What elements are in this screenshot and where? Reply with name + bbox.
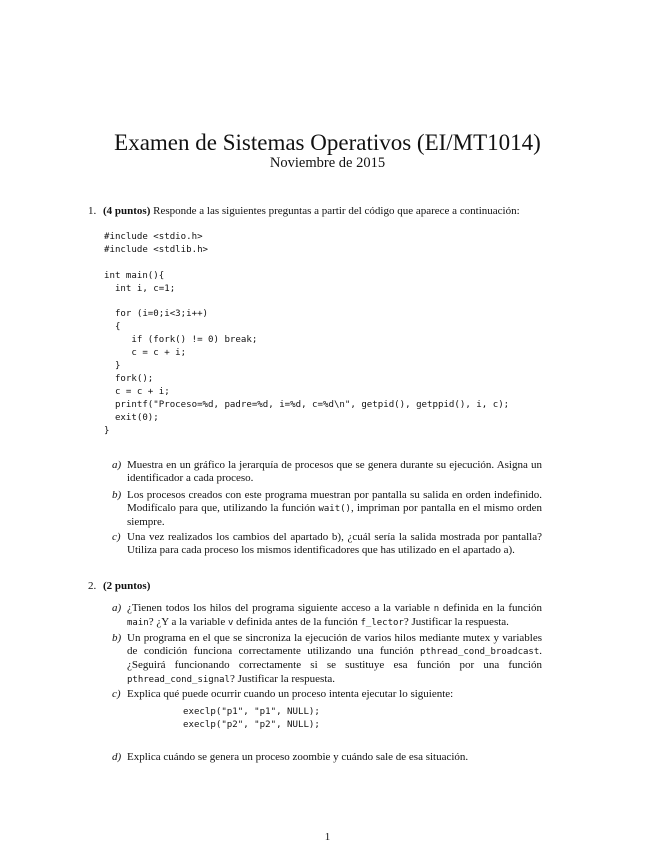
- question-1a: [112, 459, 542, 485]
- question-2b: [112, 632, 542, 687]
- question-1a-text: Muestra en un gráfico la jerarquía de procesos que se genera durante su ejecución. Asigna un identificador a cada proceso.: [127, 459, 542, 485]
- question-2a-text: [127, 602, 542, 630]
- question-2d: [112, 751, 542, 764]
- question-2-statement: [103, 580, 543, 593]
- question-2-number: 2.: [88, 580, 97, 592]
- question-1a-label: a): [112, 459, 122, 471]
- question-1-statement: [103, 205, 543, 218]
- question-1-code: #include <stdio.h> #include <stdlib.h> int main(){ int i, c=1; for (i=0;i<3;i++) { if (fork() != 0) break; c = c + i; } fork(); c = c + i; printf("Proceso=%d, padre=%d, i=%d, c=%d\n", getpid(), getppid(), i, c); exit(0); }: [104, 232, 510, 436]
- q2b-part1: Un programa en el que se sincroniza la ejecución de varios hilos mediante mutex y variables de condición funciona correctamente utilizando una función: [127, 632, 542, 658]
- question-2b-label: b): [112, 632, 122, 644]
- question-1b: [112, 489, 542, 530]
- question-1c-label: c): [112, 531, 121, 543]
- question-2c: [112, 688, 542, 701]
- question-2b-text: [127, 632, 542, 687]
- question-1-text: Responde a las siguientes preguntas a partir del código que aparece a continuación:: [150, 205, 520, 217]
- page-number: 1: [324, 831, 331, 843]
- question-2a-label: a): [112, 602, 122, 614]
- q2b-part2: . ¿Seguirá funcionando correctamente si se sustituye esa función por una función: [127, 645, 542, 672]
- f-lector-code: f_lector: [360, 618, 404, 629]
- question-1-number: 1.: [88, 205, 97, 217]
- var-n-code: n: [433, 604, 440, 614]
- question-1b-text-part1: Los procesos creados con este programa muestran por pantalla su salida en orden indefinido. Modifícalo para que, utilizando la función: [127, 489, 542, 515]
- main-function-code: main: [127, 618, 149, 629]
- question-2d-text: Explica cuándo se genera un proceso zoombie y cuándo sale de esa situación.: [127, 751, 469, 763]
- q2b-part3: ? Justificar la respuesta.: [229, 672, 336, 685]
- question-2-points: (2 puntos): [103, 580, 151, 592]
- wait-function-code: wait(): [318, 504, 351, 515]
- q2a-part1: ¿Tienen todos los hilos del programa siguiente acceso a la variable: [127, 602, 434, 614]
- q2a-part4: definida antes de la función: [233, 616, 361, 629]
- exam-date: Noviembre de 2015: [269, 155, 386, 171]
- q2a-part2: definida en la función: [439, 602, 542, 614]
- broadcast-function-code: pthread_cond_broadcast: [420, 647, 540, 658]
- question-1b-text: [127, 489, 542, 530]
- question-2c-label: c): [112, 688, 121, 700]
- question-1-points: (4 puntos): [103, 205, 151, 217]
- question-1c-text: Una vez realizados los cambios del apartado b), ¿cuál sería la salida mostrada por pantalla? Utiliza para cada proceso los mismos identificadores que has utilizado en el apartado a).: [127, 531, 542, 557]
- q2a-part3: ? ¿Y a la variable: [148, 616, 228, 629]
- question-2d-label: d): [112, 751, 122, 763]
- signal-function-code: pthread_cond_signal: [127, 674, 230, 685]
- q2a-part5: ? Justificar la respuesta.: [403, 616, 509, 629]
- question-1b-label: b): [112, 489, 122, 501]
- question-2a: [112, 602, 542, 630]
- question-1b-text-part2: , impriman por pantalla en el mismo orden siempre.: [127, 502, 542, 529]
- var-v-code: v: [227, 618, 234, 629]
- question-2c-code: execlp("p1", "p1", NULL); execlp("p2", "p2", NULL);: [183, 707, 320, 730]
- question-2c-text: Explica qué puede ocurrir cuando un proceso intenta ejecutar lo siguiente:: [127, 688, 454, 700]
- exam-title: Examen de Sistemas Operativos (EI/MT1014): [114, 130, 541, 155]
- question-1c: [112, 531, 542, 557]
